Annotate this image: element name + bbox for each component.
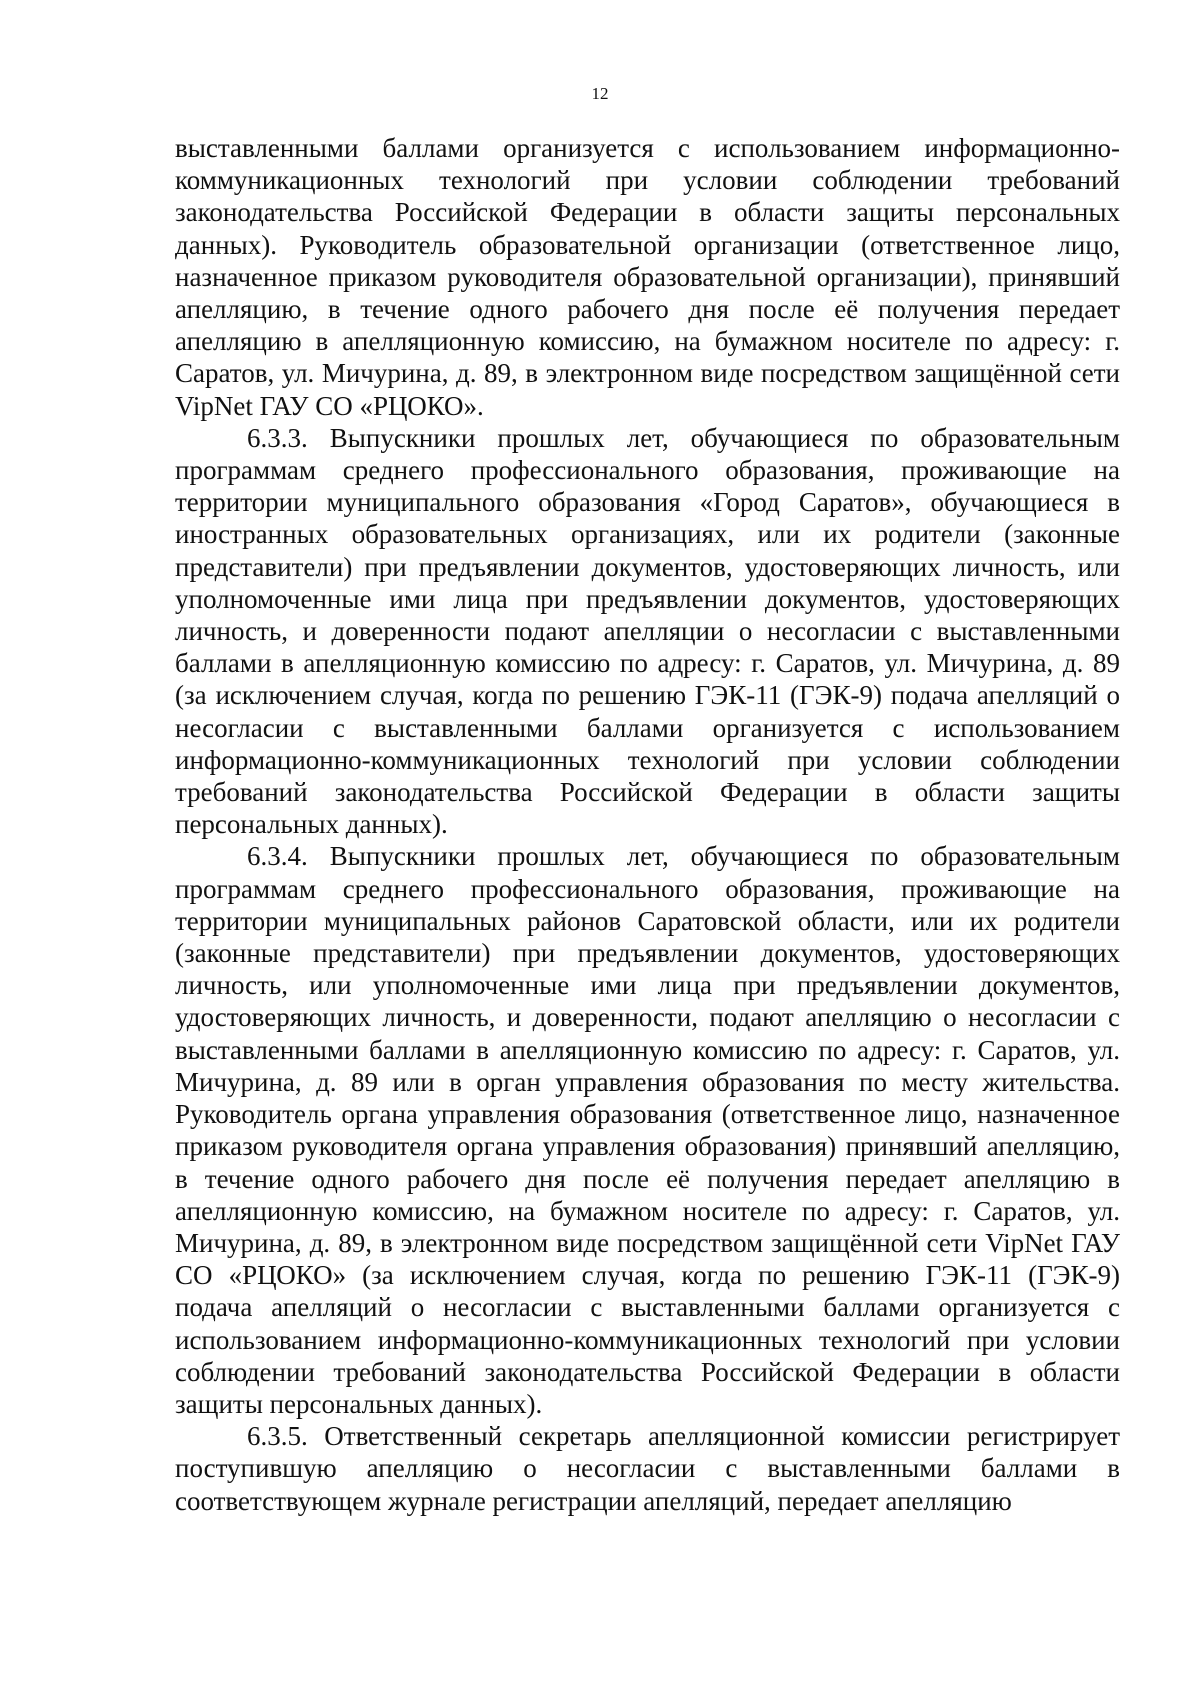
- page-number: 12: [591, 84, 609, 103]
- paragraph-6-3-5: 6.3.5. Ответственный секретарь апелляционной комиссии регистрирует поступившую апелляцию о несогласии с выставленными баллами в соответствующем журнале регистрации апелляций, передает апелляцию: [175, 1421, 1120, 1516]
- document-body: [175, 132, 1120, 1517]
- paragraph-6-3-4: 6.3.4. Выпускники прошлых лет, обучающиеся по образовательным программам среднего профессионального образования, проживающие на территории муниципальных районов Саратовской области, или их родители (законные представители) при предъявлении документов, удостоверяющих личность, или уполномоченные ими лица при предъявлении документов, удостоверяющих личность, и доверенности, подают апелляцию о несогласии с выставленными баллами в апелляционную комиссию по адресу: г. Саратов, ул. Мичурина, д. 89 или в орган управления образования по месту жительства. Руководитель органа управления образования (ответственное лицо, назначенное приказом руководителя органа управления образования) принявший апелляцию, в течение одного рабочего дня после её получения передает апелляцию в апелляционную комиссию, на бумажном носителе по адресу: г. Саратов, ул. Мичурина, д. 89, в электронном виде посредством защищённой сети VipNet ГАУ СО «РЦОКО» (за исключением случая, когда по решению ГЭК-11 (ГЭК-9) подача апелляций о несогласии с выставленными баллами организуется с использованием информационно-коммуникационных технологий при условии соблюдении требований законодательства Российской Федерации в области защиты персональных данных).: [175, 841, 1120, 1419]
- paragraph-6-3-3: 6.3.3. Выпускники прошлых лет, обучающиеся по образовательным программам среднего профессионального образования, проживающие на территории муниципального образования «Город Саратов», обучающиеся в иностранных образовательных организациях, или их родители (законные представители) при предъявлении документов, удостоверяющих личность, или уполномоченные ими лица при предъявлении документов, удостоверяющих личность, и доверенности подают апелляции о несогласии с выставленными баллами в апелляционную комиссию по адресу: г. Саратов, ул. Мичурина, д. 89 (за исключением случая, когда по решению ГЭК-11 (ГЭК-9) подача апелляций о несогласии с выставленными баллами организуется с использованием информационно-коммуникационных технологий при условии соблюдении требований законодательства Российской Федерации в области защиты персональных данных).: [175, 422, 1120, 840]
- paragraph-continuation: выставленными баллами организуется с использованием информационно-коммуникационных технологий при условии соблюдении требований законодательства Российской Федерации в области защиты персональных данных). Руководитель образовательной организации (ответственное лицо, назначенное приказом руководителя образовательной организации), принявший апелляцию, в течение одного рабочего дня после её получения передает апелляцию в апелляционную комиссию, на бумажном носителе по адресу: г. Саратов, ул. Мичурина, д. 89, в электронном виде посредством защищённой сети VipNet ГАУ СО «РЦОКО».: [175, 133, 1120, 421]
